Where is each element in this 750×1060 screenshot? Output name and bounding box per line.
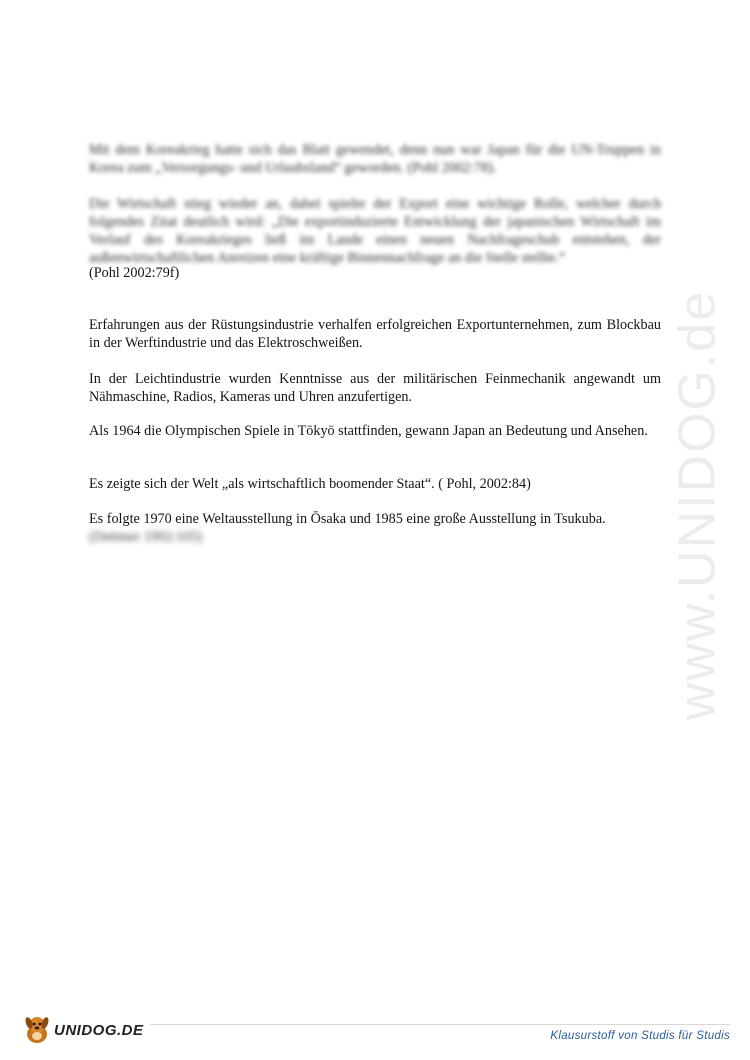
citation-blurred: (Dettmer 1992:105) [89, 529, 203, 545]
paragraph-leichtindustrie: In der Leichtindustrie wurden Kenntnisse aus der militärischen Feinmechanik angewandt um Nähmaschine, Radios, Kameras und Uhren anzufertigen. [89, 371, 661, 405]
paragraph-weltausstellung: Es folgte 1970 eine Weltausstellung in Ōsaka und 1985 eine große Ausstellung in Tsukuba. [89, 511, 606, 527]
footer-logo[interactable] [22, 1010, 162, 1050]
citation-pohl-79f: (Pohl 2002:79f) [89, 265, 180, 281]
footer-tagline: Klausurstoff von Studis für Studis [550, 1030, 730, 1042]
paragraph-blurred-1: Mit dem Koreakrieg hatte sich das Blatt gewendet, denn nun war Japan für die UN-Truppen in Korea zum „Versorgungs- und Urlaubsland“ geworden. (Pohl 2002:78). [89, 142, 661, 176]
paragraph-boomender-staat: Es zeigte sich der Welt „als wirtschaftlich boomender Staat“. ( Pohl, 2002:84) [89, 476, 531, 492]
watermark [652, 275, 742, 735]
paragraph-blurred-2: Die Wirtschaft stieg wieder an, dabei spielte der Export eine wichtige Rolle, welcher durch folgendes Zitat deutlich wird: „Die exportinduzierte Entwicklung der japanischen Wirtschaft im Verlauf des Koreakrieges ließ im Lande einen neuen Nachfrageschub entstehen, der außenwirtschaftlichen Anreizen eine kräftige Binnennachfrage an die Stelle stellte.“ [89, 196, 661, 266]
paragraph-ruestungsindustrie: Erfahrungen aus der Rüstungsindustrie verhalfen erfolgreichen Exportunternehmen, zum Blockbau in der Werftindustrie und das Elektroschweißen. [89, 317, 661, 351]
watermark-text: www.UNIDOG.de [668, 289, 726, 721]
dog-mascot-icon [22, 1014, 52, 1046]
logo-text: UNIDOG.DE [54, 1021, 144, 1039]
paragraph-olympische-spiele: Als 1964 die Olympischen Spiele in Tōkyō stattfinden, gewann Japan an Bedeutung und Ansehen. [89, 423, 648, 439]
footer-divider [150, 1024, 730, 1025]
